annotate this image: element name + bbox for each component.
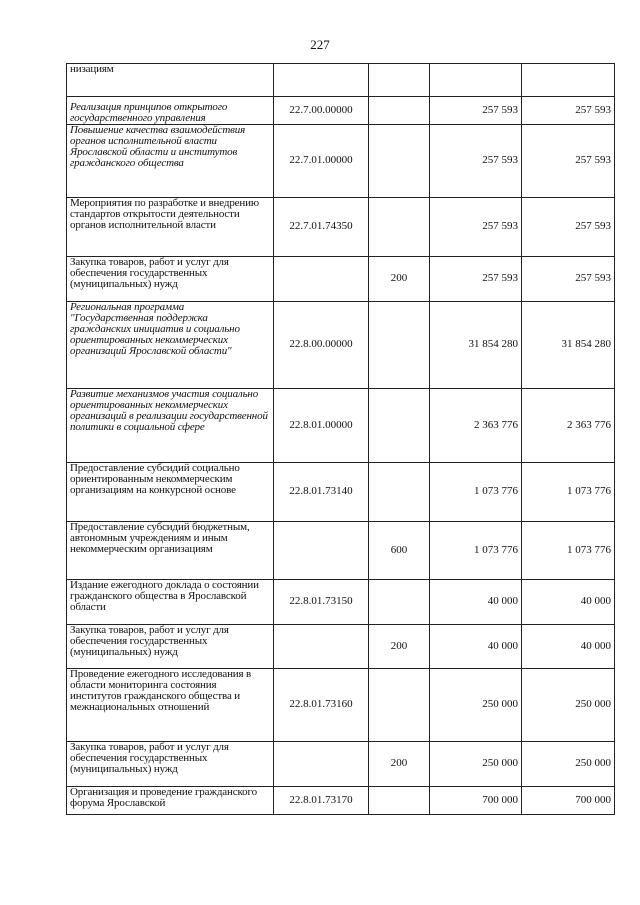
expense-type [369,302,430,389]
target-code: 22.7.01.74350 [274,198,369,257]
amount-year-2: 250 000 [522,742,615,787]
target-code [274,742,369,787]
amount-year-1: 1 073 776 [430,522,522,580]
item-name: Мероприятия по разработке и внедрению стандартов открытости деятельности органов исполнительной власти [67,198,274,257]
target-code [274,64,369,97]
table-row [67,625,615,669]
expense-type: 200 [369,742,430,787]
amount-year-1: 1 073 776 [430,463,522,522]
expense-type [369,97,430,125]
target-code: 22.8.01.73140 [274,463,369,522]
table-row [67,64,615,97]
expense-type [369,463,430,522]
target-code: 22.8.00.00000 [274,302,369,389]
budget-table [66,63,615,815]
amount-year-2: 257 593 [522,198,615,257]
table-row [67,787,615,815]
amount-year-2: 2 363 776 [522,389,615,463]
expense-type: 200 [369,257,430,302]
amount-year-2: 257 593 [522,257,615,302]
table-row [67,742,615,787]
amount-year-2: 40 000 [522,625,615,669]
table-row [67,669,615,742]
item-name: Закупка товаров, работ и услуг для обеспечения государственных (муниципальных) нужд [67,625,274,669]
amount-year-1: 250 000 [430,742,522,787]
item-name: Региональная программа "Государственная поддержка гражданских инициатив и социально ориентированных некоммерческих организаций Ярославской области" [67,302,274,389]
item-name: Закупка товаров, работ и услуг для обеспечения государственных (муниципальных) нужд [67,257,274,302]
table-row [67,125,615,198]
amount-year-2: 1 073 776 [522,463,615,522]
item-name: Закупка товаров, работ и услуг для обеспечения государственных (муниципальных) нужд [67,742,274,787]
item-name: Повышение качества взаимодействия органов исполнительной власти Ярославской области и институтов гражданского общества [67,125,274,198]
table-row [67,389,615,463]
amount-year-2: 1 073 776 [522,522,615,580]
table-row [67,522,615,580]
item-name: Издание ежегодного доклада о состоянии гражданского общества в Ярославской области [67,580,274,625]
expense-type [369,787,430,815]
target-code: 22.7.00.00000 [274,97,369,125]
item-name: Реализация принципов открытого государственного управления [67,97,274,125]
amount-year-1: 2 363 776 [430,389,522,463]
amount-year-2: 40 000 [522,580,615,625]
target-code: 22.8.01.73170 [274,787,369,815]
page-number: 227 [310,37,330,52]
table-row [67,257,615,302]
table-row [67,463,615,522]
amount-year-1: 257 593 [430,97,522,125]
amount-year-1: 257 593 [430,198,522,257]
amount-year-1: 257 593 [430,257,522,302]
amount-year-2: 250 000 [522,669,615,742]
target-code: 22.8.01.00000 [274,389,369,463]
amount-year-2: 700 000 [522,787,615,815]
amount-year-1 [430,64,522,97]
table-row [67,198,615,257]
target-code [274,257,369,302]
target-code [274,625,369,669]
target-code: 22.8.01.73150 [274,580,369,625]
item-name: Предоставление субсидий бюджетным, автономным учреждениям и иным некоммерческим организациям [67,522,274,580]
item-name: низациям [67,64,274,97]
expense-type [369,198,430,257]
item-name: Проведение ежегодного исследования в области мониторинга состояния институтов гражданского общества и межнациональных отношений [67,669,274,742]
amount-year-1: 257 593 [430,125,522,198]
item-name: Организация и проведение гражданского форума Ярославской [67,787,274,815]
amount-year-1: 40 000 [430,625,522,669]
amount-year-1: 40 000 [430,580,522,625]
table-row [67,302,615,389]
target-code [274,522,369,580]
table-row [67,580,615,625]
expense-type [369,669,430,742]
target-code: 22.8.01.73160 [274,669,369,742]
amount-year-2 [522,64,615,97]
expense-type [369,125,430,198]
amount-year-2: 31 854 280 [522,302,615,389]
table-row [67,97,615,125]
item-name: Развитие механизмов участия социально ориентированных некоммерческих организаций в реализации государственной политики в социальной сфере [67,389,274,463]
amount-year-1: 700 000 [430,787,522,815]
expense-type: 600 [369,522,430,580]
item-name: Предоставление субсидий социально ориентированным некоммерческим организациям на конкурсной основе [67,463,274,522]
expense-type [369,389,430,463]
expense-type: 200 [369,625,430,669]
amount-year-2: 257 593 [522,125,615,198]
target-code: 22.7.01.00000 [274,125,369,198]
amount-year-1: 31 854 280 [430,302,522,389]
amount-year-2: 257 593 [522,97,615,125]
amount-year-1: 250 000 [430,669,522,742]
expense-type [369,64,430,97]
expense-type [369,580,430,625]
